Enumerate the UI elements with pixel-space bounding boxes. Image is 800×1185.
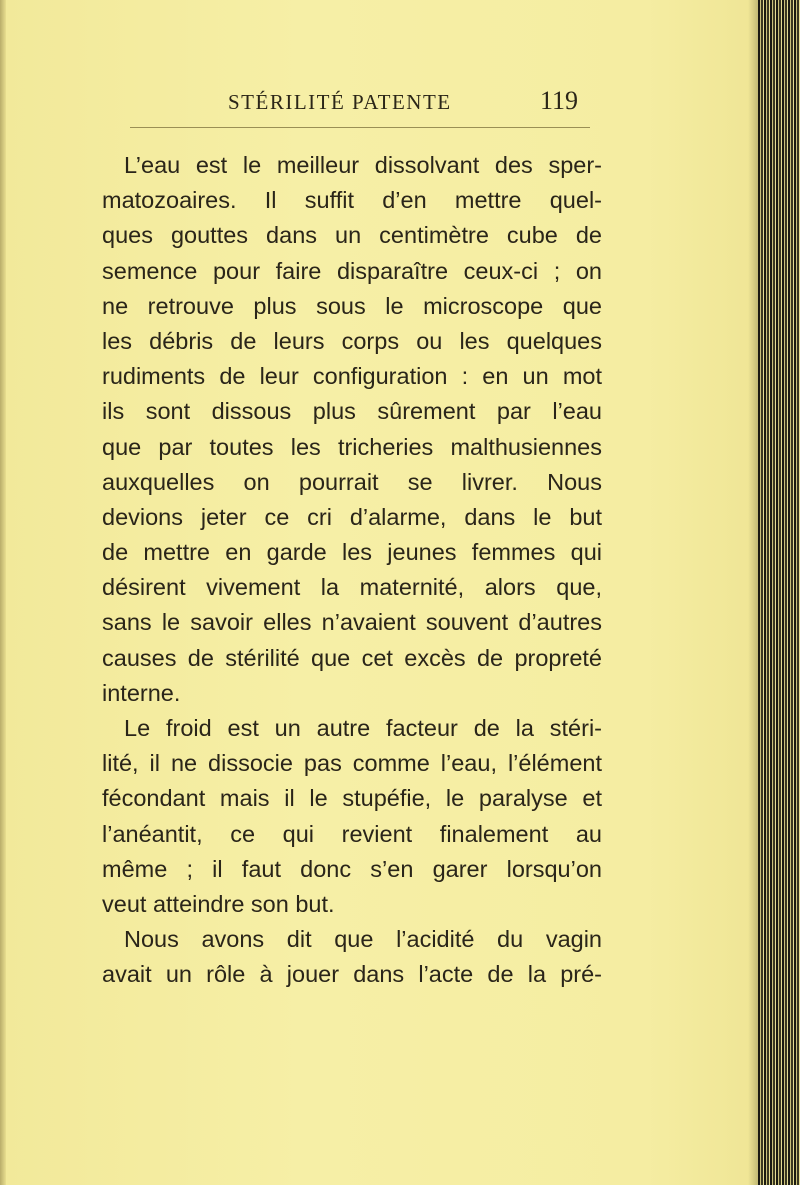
header-rule xyxy=(130,127,590,128)
text-line: devions jeter ce cri d’alarme, dans le but xyxy=(102,503,602,530)
text-line: sans le savoir elles n’avaient souvent d’autres xyxy=(102,609,602,636)
page-header xyxy=(100,86,600,122)
text-line: rudiments de leur configuration : en un mot xyxy=(102,363,602,390)
text-line: ils sont dissous plus sûrement par l’eau xyxy=(102,398,602,425)
page-left-edge xyxy=(0,0,6,1185)
text-line: matozoaires. Il suffit d’en mettre quel- xyxy=(102,187,602,214)
text-line: l’anéantit, ce qui revient finalement au xyxy=(102,820,602,847)
text-line: interne. xyxy=(102,679,181,706)
text-line: ne retrouve plus sous le microscope que xyxy=(102,292,602,319)
body-text xyxy=(102,148,602,993)
text-line: même ; il faut donc s’en garer lorsqu’on xyxy=(102,855,602,882)
text-line: Le froid est un autre facteur de la stéri- xyxy=(124,715,602,741)
text-line: lité, il ne dissocie pas comme l’eau, l’élément xyxy=(102,750,602,777)
running-head: STÉRILITÉ PATENTE xyxy=(228,90,452,114)
text-line: fécondant mais il le stupéfie, le paralyse et xyxy=(102,785,602,812)
text-line: ques gouttes dans un centimètre cube de xyxy=(102,222,602,249)
text-line: que par toutes les tricheries malthusiennes xyxy=(102,433,602,460)
text-line: causes de stérilité que cet excès de propreté xyxy=(102,644,602,671)
book-spine xyxy=(758,0,800,1185)
text-line: avait un rôle à jouer dans l’acte de la pré- xyxy=(102,961,602,988)
text-line: veut atteindre son but. xyxy=(102,890,335,917)
text-line: les débris de leurs corps ou les quelques xyxy=(102,327,602,354)
text-line: semence pour faire disparaître ceux-ci ; on xyxy=(102,257,602,284)
page-number: 119 xyxy=(540,86,579,115)
text-line: de mettre en garde les jeunes femmes qui xyxy=(102,539,602,566)
text-line: auxquelles on pourrait se livrer. Nous xyxy=(102,468,602,495)
text-line: L’eau est le meilleur dissolvant des sper- xyxy=(124,152,602,178)
text-line: désirent vivement la maternité, alors que, xyxy=(102,574,602,601)
text-line: Nous avons dit que l’acidité du vagin xyxy=(124,926,602,953)
